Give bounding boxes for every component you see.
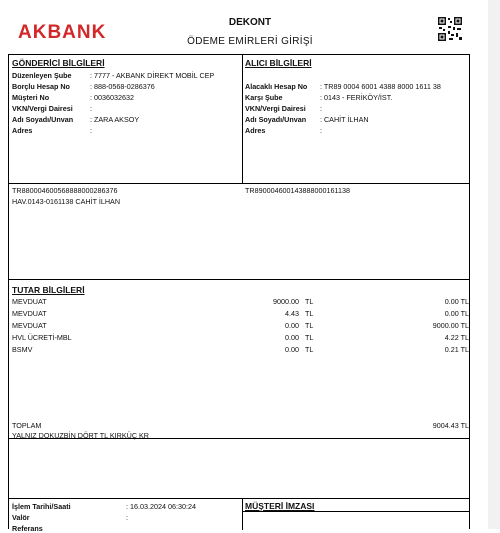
amount-row-value: 0.00 bbox=[285, 333, 299, 342]
receipt-sheet bbox=[8, 54, 470, 533]
receiver-value: : CAHİT İLHAN bbox=[320, 115, 369, 124]
amount-in-words: YALNIZ DOKUZBİN DÖRT TL KIRKÜÇ KR bbox=[12, 431, 149, 440]
receiver-value: : TR89 0004 6001 4388 8000 1611 38 bbox=[320, 82, 441, 91]
sender-label: Borçlu Hesap No bbox=[12, 82, 70, 91]
amount-row-name: MEVDUAT bbox=[12, 321, 47, 330]
sender-value: : ZARA AKSOY bbox=[90, 115, 140, 124]
amount-row-currency: TL bbox=[305, 333, 314, 342]
sender-label: Adres bbox=[12, 126, 33, 135]
total-label: TOPLAM bbox=[12, 421, 42, 430]
sender-label: Adı Soyadı/Unvan bbox=[12, 115, 74, 124]
receiver-value: : bbox=[320, 104, 322, 113]
amount-row-currency: TL bbox=[305, 297, 314, 306]
amount-row-value2: 0.00 TL bbox=[444, 309, 469, 318]
transfer-description: HAV.0143-0161138 CAHİT İLHAN bbox=[12, 197, 121, 206]
amount-row-currency: TL bbox=[305, 345, 314, 354]
receiver-label: VKN/Vergi Dairesi bbox=[245, 104, 306, 113]
amount-row-name: MEVDUAT bbox=[12, 309, 47, 318]
signature-heading: MÜŞTERİ İMZASI bbox=[245, 501, 315, 511]
receiver-label: Adres bbox=[245, 126, 266, 135]
amount-row-value2: 9000.00 TL bbox=[432, 321, 469, 330]
receiver-value: : bbox=[320, 126, 322, 135]
sender-iban: TR880004600568888000286376 bbox=[12, 186, 118, 195]
document-title: DEKONT bbox=[228, 17, 272, 28]
footer-value: : 16.03.2024 06:30:24 bbox=[126, 502, 196, 511]
document-subtitle: ÖDEME EMİRLERİ GİRİŞİ bbox=[187, 36, 313, 47]
receiver-iban: TR890004600143888000161138 bbox=[245, 186, 350, 195]
amount-row-name: HVL ÜCRETİ-MBL bbox=[12, 333, 72, 342]
footer-label: İşlem Tarihi/Saati bbox=[12, 502, 71, 511]
amount-row-value2: 0.21 TL bbox=[444, 345, 469, 354]
total-value: 9004.43 TL bbox=[432, 421, 469, 430]
sender-value: : bbox=[90, 126, 92, 135]
amount-row-currency: TL bbox=[305, 309, 314, 318]
footer-value: : bbox=[126, 513, 128, 522]
amount-row-value2: 4.22 TL bbox=[444, 333, 469, 342]
receiver-label: Alacaklı Hesap No bbox=[245, 82, 308, 91]
amount-row-value: 9000.00 bbox=[273, 297, 299, 306]
amount-row-name: BSMV bbox=[12, 345, 33, 354]
footer-label: Valör bbox=[12, 513, 30, 522]
amount-row-value2: 0.00 TL bbox=[444, 297, 469, 306]
akbank-logo: AKBANK bbox=[18, 22, 107, 43]
sender-value: : 7777 - AKBANK DİREKT MOBİL CEP bbox=[90, 71, 215, 80]
qr-code-icon bbox=[437, 16, 463, 42]
receiver-heading: ALICI BİLGİLERİ bbox=[245, 58, 312, 68]
sender-label: Düzenleyen Şube bbox=[12, 71, 72, 80]
sender-heading: GÖNDERİCİ BİLGİLERİ bbox=[12, 58, 105, 68]
amount-row-value: 0.00 bbox=[285, 321, 299, 330]
sender-label: Müşteri No bbox=[12, 93, 50, 102]
sender-value: : 888-0568-0286376 bbox=[90, 82, 155, 91]
sender-label: VKN/Vergi Dairesi bbox=[12, 104, 73, 113]
receiver-value: : 0143 - FERİKÖY/İST. bbox=[320, 93, 393, 102]
sender-value: : bbox=[90, 104, 92, 113]
amounts-heading: TUTAR BİLGİLERİ bbox=[12, 285, 85, 295]
footer-label: Referans bbox=[12, 524, 43, 533]
receiver-label: Karşı Şube bbox=[245, 93, 283, 102]
amount-row-value: 0.00 bbox=[285, 345, 299, 354]
receiver-label: Adı Soyadı/Unvan bbox=[245, 115, 307, 124]
amount-row-name: MEVDUAT bbox=[12, 297, 47, 306]
amount-row-value: 4.43 bbox=[285, 309, 299, 318]
sender-value: : 0036032632 bbox=[90, 93, 134, 102]
scrollbar-track[interactable] bbox=[488, 0, 500, 529]
amount-row-currency: TL bbox=[305, 321, 314, 330]
